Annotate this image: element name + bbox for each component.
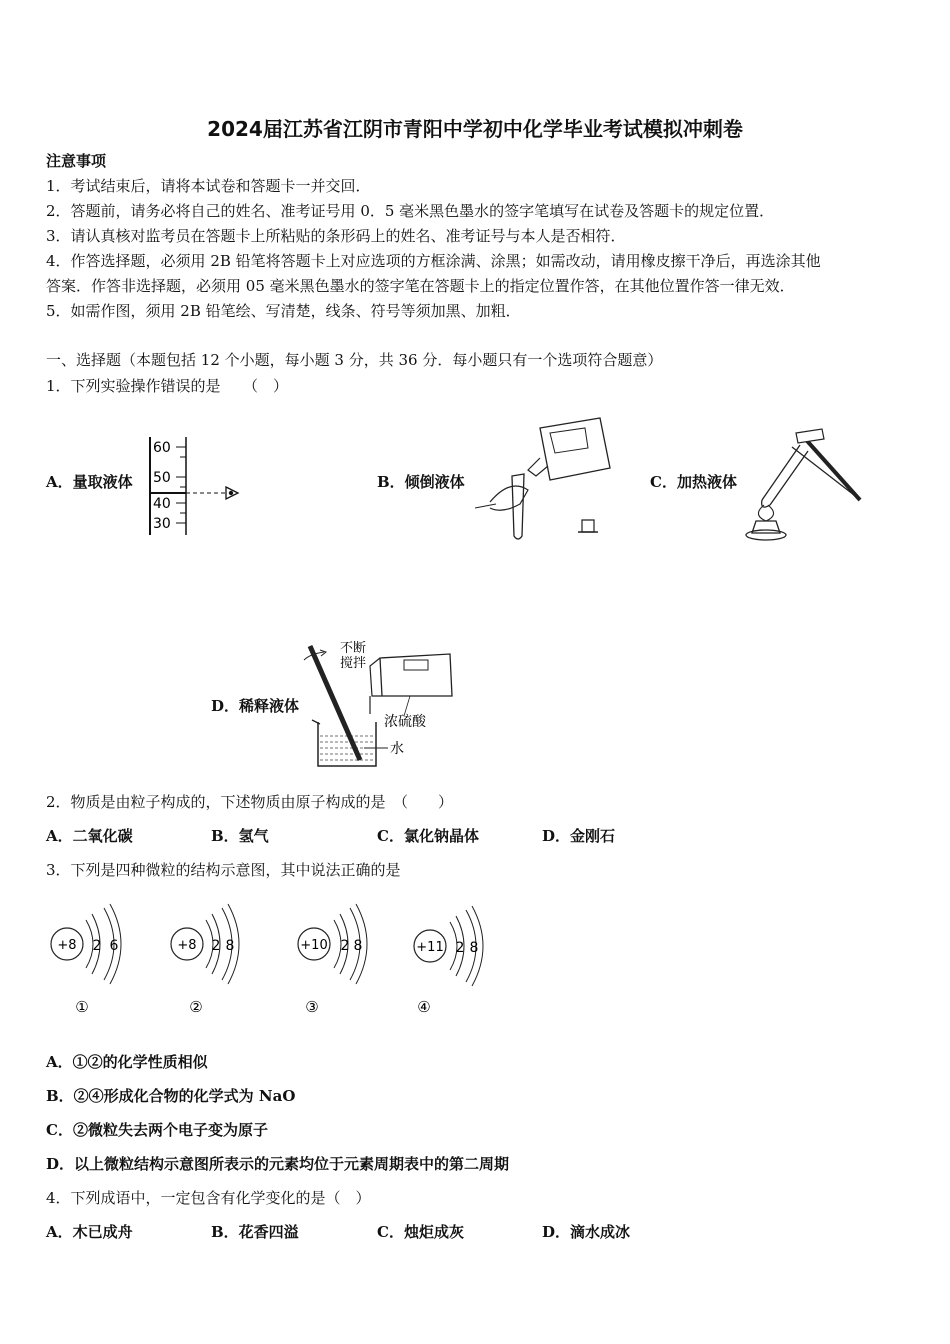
notice-item: 4．作答选择题，必须用 2B 铅笔将答题卡上对应选项的方框涂满、涂黑；如需改动，请用橡皮擦干净后，再选涂其他 xyxy=(46,252,821,270)
q1-option-c: C．加热液体 xyxy=(650,473,737,491)
q2-option: D．金刚石 xyxy=(542,827,616,845)
tick-label: 60 xyxy=(153,440,171,456)
q1-option-b: B．倾倒液体 xyxy=(377,473,465,491)
svg-text:②: ② xyxy=(189,998,203,1016)
q4-option: D．滴水成冰 xyxy=(542,1223,631,1241)
q3-option: D．以上微粒结构示意图所表示的元素均位于元素周期表中的第二周期 xyxy=(46,1155,510,1173)
notice-item: 1．考试结束后，请将本试卷和答题卡一并交回． xyxy=(46,177,371,195)
stir-label: 搅拌 xyxy=(340,656,367,671)
notice-item: 2．答题前，请务必将自己的姓名、准考证号用 0．5 毫米黑色墨水的签字笔填写在试卷及答题卡的规定位置． xyxy=(46,202,775,220)
q1-option-d: D．稀释液体 xyxy=(211,697,300,715)
svg-text:2: 2 xyxy=(92,938,102,954)
question-3-stem: 3．下列是四种微粒的结构示意图，其中说法正确的是 xyxy=(46,861,401,879)
atom-structure-2 xyxy=(166,900,256,1020)
page-title: 2024届江苏省江阴市青阳中学初中化学毕业考试模拟冲刺卷 xyxy=(207,117,743,141)
q4-option: B．花香四溢 xyxy=(211,1223,299,1241)
tick-label: 40 xyxy=(153,496,171,512)
stir-label: 不断 xyxy=(340,641,367,656)
q2-option: B．氢气 xyxy=(211,827,269,845)
atom-structure-3 xyxy=(294,900,389,1020)
pouring-liquid-figure xyxy=(470,418,620,548)
tick-label: 50 xyxy=(153,470,171,486)
question-1-stem: 1．下列实验操作错误的是 （ ） xyxy=(46,377,289,395)
svg-text:+8: +8 xyxy=(57,938,77,953)
svg-text:2: 2 xyxy=(455,940,465,956)
q4-option: A．木已成舟 xyxy=(46,1223,133,1241)
svg-text:8: 8 xyxy=(225,938,235,954)
q3-option: C．②微粒失去两个电子变为原子 xyxy=(46,1121,268,1139)
atom-structure-1 xyxy=(46,900,136,1020)
svg-text:8: 8 xyxy=(469,940,479,956)
svg-text:6: 6 xyxy=(109,938,119,954)
q3-option: B．②④形成化合物的化学式为 NaO xyxy=(46,1087,296,1105)
svg-text:③: ③ xyxy=(305,998,319,1016)
svg-text:①: ① xyxy=(75,998,89,1016)
q3-option: A．①②的化学性质相似 xyxy=(46,1053,208,1071)
water-label: 水 xyxy=(390,741,404,757)
heating-liquid-figure xyxy=(742,425,872,545)
svg-text:+10: +10 xyxy=(300,938,328,953)
acid-label: 浓硫酸 xyxy=(384,714,426,730)
notice-item: 5．如需作图，须用 2B 铅笔绘、写清楚，线条、符号等须加黑、加粗． xyxy=(46,302,521,320)
svg-text:2: 2 xyxy=(340,938,350,954)
dilution-figure xyxy=(300,636,470,771)
q2-option: C．氯化钠晶体 xyxy=(377,827,479,845)
question-4-stem: 4．下列成语中，一定包含有化学变化的是（ ） xyxy=(46,1189,371,1207)
tick-label: 30 xyxy=(153,516,171,532)
atom-structure-4 xyxy=(408,900,503,1020)
svg-text:+11: +11 xyxy=(416,940,444,955)
svg-text:④: ④ xyxy=(417,998,431,1016)
notice-item: 3．请认真核对监考员在答题卡上所粘贴的条形码上的姓名、准考证号与本人是否相符． xyxy=(46,227,626,245)
graduated-cylinder-figure xyxy=(140,435,250,540)
section-heading: 一、选择题（本题包括 12 个小题，每小题 3 分，共 36 分．每小题只有一个选项符合题意） xyxy=(46,351,663,369)
question-2-stem: 2．物质是由粒子构成的，下述物质由原子构成的是 （ ） xyxy=(46,793,454,811)
q2-option: A．二氧化碳 xyxy=(46,827,133,845)
svg-text:+8: +8 xyxy=(177,938,197,953)
q1-option-a: A．量取液体 xyxy=(46,473,133,491)
notice-heading: 注意事项 xyxy=(46,152,107,170)
svg-text:2: 2 xyxy=(211,938,221,954)
notice-item: 答案．作答非选择题，必须用 05 毫米黑色墨水的签字笔在答题卡上的指定位置作答，在其他位置作答一律无效． xyxy=(46,277,795,295)
q4-option: C．烛炬成灰 xyxy=(377,1223,464,1241)
svg-text:8: 8 xyxy=(353,938,363,954)
